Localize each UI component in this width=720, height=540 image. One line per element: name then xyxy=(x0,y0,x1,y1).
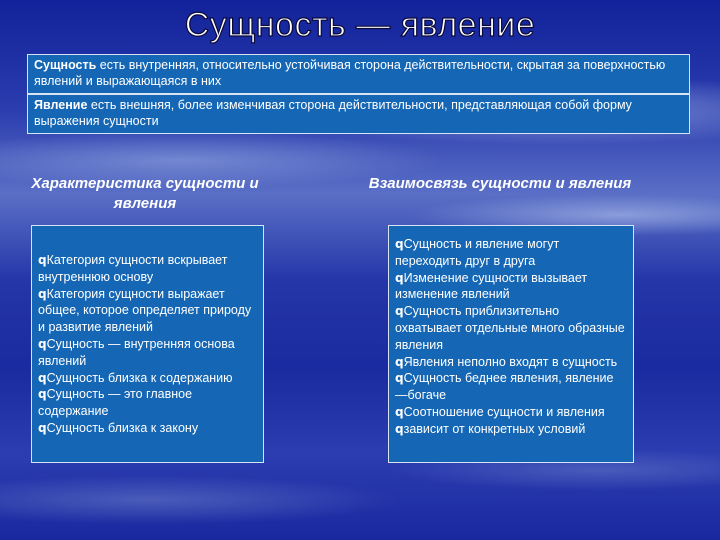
definition-essence-text: есть внутренняя, относительно устойчивая сторона действительности, скрытая за поверхностью явлений и выражающаяся в них xyxy=(34,58,666,88)
list-item xyxy=(395,303,629,353)
bullet-icon: q xyxy=(38,420,47,435)
bullet-icon: q xyxy=(38,253,47,267)
list-item-text: Сущность и явление могут переходить друг в друга xyxy=(395,237,560,268)
list-item-text: Сущность близка к содержанию xyxy=(46,370,233,385)
left-column-heading: Характеристика сущности и явления xyxy=(31,175,259,212)
list-item-text: Сущность приблизительно охватывает отдельные много образные явления xyxy=(395,304,625,352)
bullet-icon: q xyxy=(38,286,47,301)
list-item xyxy=(38,420,259,437)
definition-phenomenon-text: есть внешняя, более изменчивая сторона действительности, представляющая собой форму выражения сущности xyxy=(34,98,632,128)
bullet-icon: q xyxy=(395,304,404,319)
list-item xyxy=(395,236,629,270)
list-item-text: зависит от конкретных условий xyxy=(403,421,586,436)
list-item xyxy=(38,286,259,336)
term-phenomenon: Явление xyxy=(34,98,88,112)
bullet-icon: q xyxy=(38,336,47,351)
relationship-list xyxy=(388,225,634,463)
bullet-icon: q xyxy=(38,387,47,402)
list-item xyxy=(395,421,629,438)
list-item-text: Явления неполно входят в сущность xyxy=(403,354,618,369)
list-item-text: Сущность — внутренняя основа явлений xyxy=(38,336,235,368)
list-item-text: Сущность беднее явления, явление —богаче xyxy=(395,371,614,403)
list-item-text: Сущность — это главное содержание xyxy=(38,387,193,419)
bullet-icon: q xyxy=(38,370,47,385)
list-item xyxy=(38,370,259,387)
list-item xyxy=(395,354,629,371)
list-item-text: Сущность близка к закону xyxy=(46,420,199,435)
list-item xyxy=(38,336,259,370)
page-title: Сущность — явление xyxy=(184,6,536,44)
list-item-text: Изменение сущности вызывает изменение явлений xyxy=(395,270,588,302)
bullet-icon: q xyxy=(395,270,404,285)
definition-essence xyxy=(27,54,690,94)
list-item xyxy=(395,404,629,421)
bullet-icon: q xyxy=(395,421,404,436)
bullet-icon: q xyxy=(395,354,404,369)
list-item-text: Категория сущности вскрывает внутреннюю основу xyxy=(38,253,228,284)
list-item-text: Категория сущности выражает общее, которое определяет природу и развитие явлений xyxy=(38,286,252,335)
bullet-icon: q xyxy=(395,237,404,251)
characteristics-list xyxy=(31,225,264,463)
list-item xyxy=(395,370,629,404)
list-item xyxy=(38,386,259,420)
definition-phenomenon xyxy=(27,94,690,134)
bullet-icon: q xyxy=(395,371,404,386)
right-column-heading: Взаимосвязь сущности и явления xyxy=(368,175,632,192)
list-item-text: Соотношение сущности и явления xyxy=(403,404,605,419)
term-essence: Сущность xyxy=(34,58,97,72)
list-item xyxy=(395,270,629,304)
bullet-icon: q xyxy=(395,404,404,419)
list-item xyxy=(38,252,259,286)
